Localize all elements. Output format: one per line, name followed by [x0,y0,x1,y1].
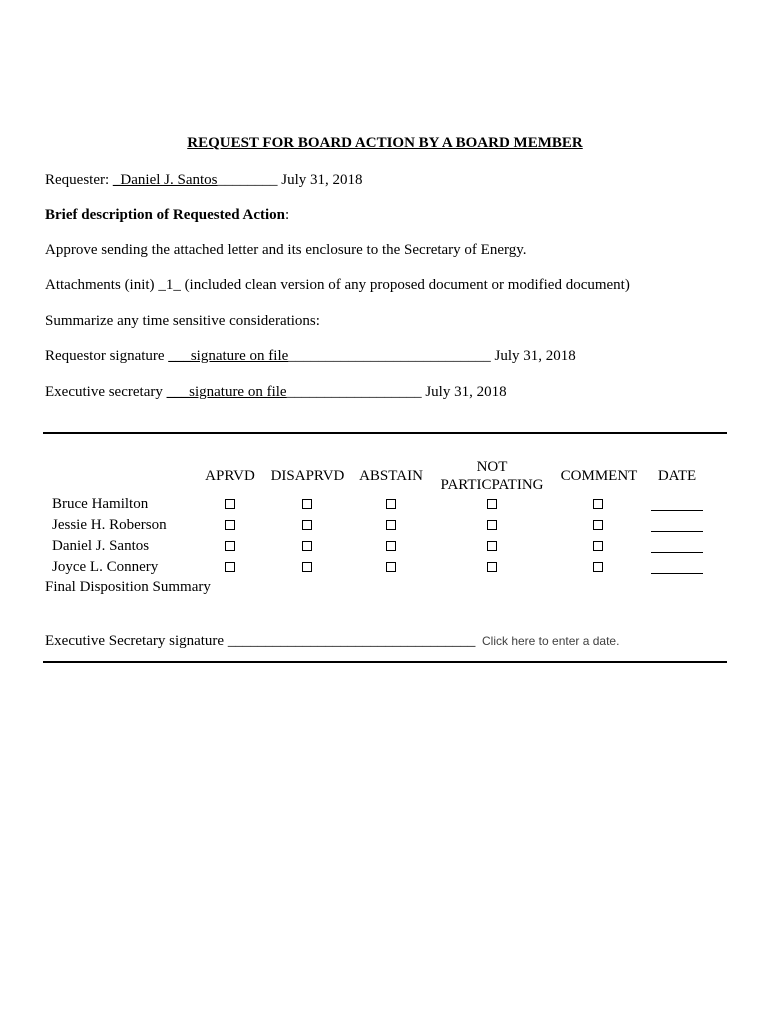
attachments-label: Attachments (init) [45,277,159,293]
exec-secretary-signature-label: Executive Secretary signature [45,633,228,649]
exec-secretary-signature-blank[interactable]: _________________________________ [227,633,476,649]
not-participating-checkbox[interactable] [487,520,497,530]
abstain-checkbox[interactable] [386,541,396,551]
disaprvd-checkbox[interactable] [302,541,312,551]
column-header-aprvd: APRVD [205,468,255,484]
comment-checkbox[interactable] [593,499,603,509]
column-header-abstain: ABSTAIN [359,468,423,484]
comment-checkbox[interactable] [593,562,603,572]
section-divider-bottom [43,661,727,663]
not-participating-checkbox[interactable] [487,499,497,509]
brief-description-colon: : [284,207,290,223]
column-header-not-participating [432,458,552,494]
brief-description-heading [45,207,289,224]
comment-checkbox[interactable] [593,520,603,530]
requestor-signature-date[interactable]: July 31, 2018 [490,348,576,364]
section-divider-top [43,432,727,434]
executive-secretary-line [45,384,507,401]
requester-date[interactable]: July 31, 2018 [277,172,363,188]
page-title: REQUEST FOR BOARD ACTION BY A BOARD MEMBER [187,135,583,151]
aprvd-checkbox[interactable] [225,541,235,551]
executive-secretary-label: Executive secretary [45,384,167,400]
disaprvd-checkbox[interactable] [302,520,312,530]
disaprvd-checkbox[interactable] [302,562,312,572]
comment-checkbox[interactable] [593,541,603,551]
requestor-signature-blank: ___________________________ [288,348,491,364]
executive-secretary-date[interactable]: July 31, 2018 [421,384,507,400]
column-header-comment: COMMENT [560,468,638,484]
date-blank[interactable] [651,552,703,553]
not-participating-checkbox[interactable] [487,541,497,551]
date-picker-placeholder[interactable]: Click here to enter a date. [482,634,620,648]
date-blank[interactable] [651,573,703,574]
attachments-count[interactable]: _1_ [158,277,181,293]
not-participating-checkbox[interactable] [487,562,497,572]
member-name: Joyce L. Connery [52,559,159,575]
requester-line [45,172,363,189]
member-name: Daniel J. Santos [52,538,150,554]
requestor-signature-line [45,348,576,365]
abstain-checkbox[interactable] [386,562,396,572]
final-disposition-label: Final Disposition Summary [45,579,211,595]
aprvd-checkbox[interactable] [225,520,235,530]
column-header-not-line1: NOT [476,459,508,475]
member-name: Jessie H. Roberson [52,517,167,533]
requestor-signature-label: Requestor signature [45,348,169,364]
disaprvd-checkbox[interactable] [302,499,312,509]
date-blank[interactable] [651,531,703,532]
aprvd-checkbox[interactable] [225,499,235,509]
column-header-disaprvd: DISAPRVD [270,468,345,484]
aprvd-checkbox[interactable] [225,562,235,572]
requester-label: Requester: [45,172,113,188]
requestor-signature-value[interactable]: ___signature on file [168,348,289,364]
brief-description-label: Brief description of Requested Action [45,207,285,223]
column-header-not-line2: PARTICPATING [440,477,544,493]
requester-blank: ________ [217,172,278,188]
requested-action-text[interactable]: Approve sending the attached letter and its enclosure to the Secretary of Energy. [45,242,527,258]
attachments-note: (included clean version of any proposed document or modified document) [180,277,630,293]
time-sensitive-label: Summarize any time sensitive considerations: [45,313,320,329]
executive-secretary-blank: __________________ [286,384,422,400]
date-blank[interactable] [651,510,703,511]
exec-secretary-signature-line [45,633,475,650]
abstain-checkbox[interactable] [386,520,396,530]
abstain-checkbox[interactable] [386,499,396,509]
executive-secretary-value[interactable]: ___signature on file [166,384,287,400]
attachments-line [45,277,630,294]
column-header-date: DATE [657,468,697,484]
member-name: Bruce Hamilton [52,496,149,512]
requester-name[interactable]: _Daniel J. Santos [112,172,218,188]
